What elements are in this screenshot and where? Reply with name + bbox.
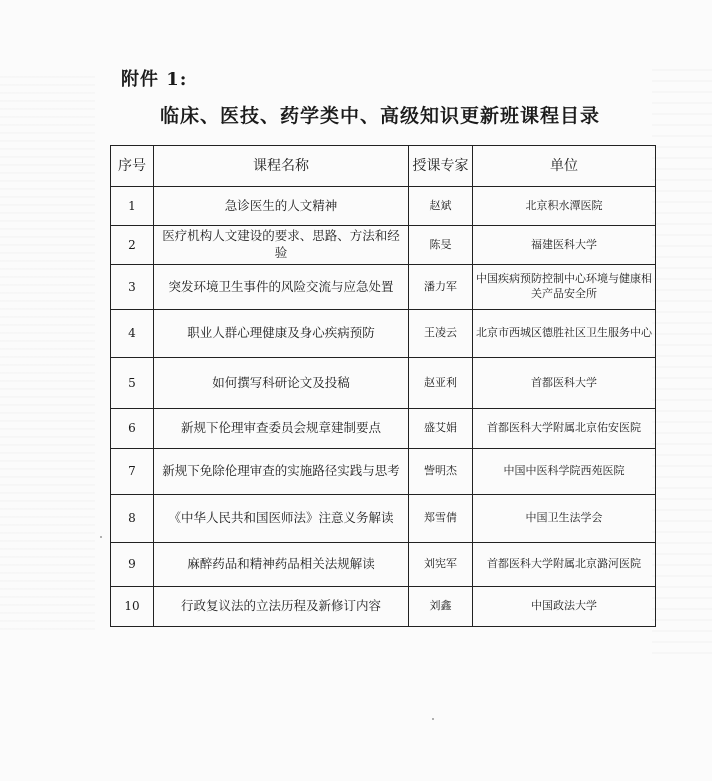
cell-unit: 北京市西城区德胜社区卫生服务中心 xyxy=(473,310,656,358)
cell-unit: 中国卫生法学会 xyxy=(473,495,656,543)
scan-noise-left xyxy=(0,70,95,630)
cell-unit: 首都医科大学附属北京潞河医院 xyxy=(473,543,656,587)
cell-no: 9 xyxy=(111,543,154,587)
cell-expert: 王凌云 xyxy=(409,310,473,358)
table-row xyxy=(111,543,656,587)
table-row xyxy=(111,358,656,409)
table-row xyxy=(111,409,656,449)
cell-no: 10 xyxy=(111,587,154,627)
table-row xyxy=(111,587,656,627)
attachment-label: 附件 1: xyxy=(121,69,188,90)
cell-course: 新规下免除伦理审查的实施路径实践与思考 xyxy=(154,449,409,495)
cell-expert: 刘鑫 xyxy=(409,587,473,627)
cell-expert: 陈旻 xyxy=(409,226,473,265)
table-row xyxy=(111,449,656,495)
cell-no: 1 xyxy=(111,187,154,226)
cell-expert: 盛艾娟 xyxy=(409,409,473,449)
scan-speck xyxy=(100,536,102,538)
cell-no: 8 xyxy=(111,495,154,543)
scan-speck xyxy=(432,718,434,720)
cell-unit: 中国政法大学 xyxy=(473,587,656,627)
cell-course: 如何撰写科研论文及投稿 xyxy=(154,358,409,409)
cell-unit: 福建医科大学 xyxy=(473,226,656,265)
cell-no: 2 xyxy=(111,226,154,265)
table-row xyxy=(111,265,656,310)
header-no: 序号 xyxy=(111,146,154,187)
table-header-row xyxy=(111,146,656,187)
cell-expert: 訾明杰 xyxy=(409,449,473,495)
cell-course: 医疗机构人文建设的要求、思路、方法和经验 xyxy=(154,226,409,265)
table-row xyxy=(111,226,656,265)
cell-course: 《中华人民共和国医师法》注意义务解读 xyxy=(154,495,409,543)
cell-course: 新规下伦理审查委员会规章建制要点 xyxy=(154,409,409,449)
cell-no: 7 xyxy=(111,449,154,495)
cell-course: 行政复议法的立法历程及新修订内容 xyxy=(154,587,409,627)
cell-unit: 首都医科大学附属北京佑安医院 xyxy=(473,409,656,449)
header-course: 课程名称 xyxy=(154,146,409,187)
cell-course: 麻醉药品和精神药品相关法规解读 xyxy=(154,543,409,587)
header-unit: 单位 xyxy=(473,146,656,187)
cell-course: 急诊医生的人文精神 xyxy=(154,187,409,226)
cell-expert: 赵亚利 xyxy=(409,358,473,409)
cell-expert: 赵斌 xyxy=(409,187,473,226)
cell-course: 突发环境卫生事件的风险交流与应急处置 xyxy=(154,265,409,310)
cell-expert: 郑雪倩 xyxy=(409,495,473,543)
header-expert: 授课专家 xyxy=(409,146,473,187)
cell-no: 3 xyxy=(111,265,154,310)
scan-noise-right xyxy=(652,60,712,660)
cell-no: 4 xyxy=(111,310,154,358)
course-table xyxy=(110,145,656,627)
table-row xyxy=(111,495,656,543)
cell-unit: 中国疾病预防控制中心环境与健康相关产品安全所 xyxy=(473,265,656,310)
cell-no: 6 xyxy=(111,409,154,449)
cell-expert: 潘力军 xyxy=(409,265,473,310)
cell-course: 职业人群心理健康及身心疾病预防 xyxy=(154,310,409,358)
page-title: 临床、医技、药学类中、高级知识更新班课程目录 xyxy=(159,105,600,127)
cell-unit: 北京积水潭医院 xyxy=(473,187,656,226)
table-row xyxy=(111,310,656,358)
cell-unit: 首都医科大学 xyxy=(473,358,656,409)
cell-no: 5 xyxy=(111,358,154,409)
cell-unit: 中国中医科学院西苑医院 xyxy=(473,449,656,495)
table-row xyxy=(111,187,656,226)
cell-expert: 刘宪军 xyxy=(409,543,473,587)
